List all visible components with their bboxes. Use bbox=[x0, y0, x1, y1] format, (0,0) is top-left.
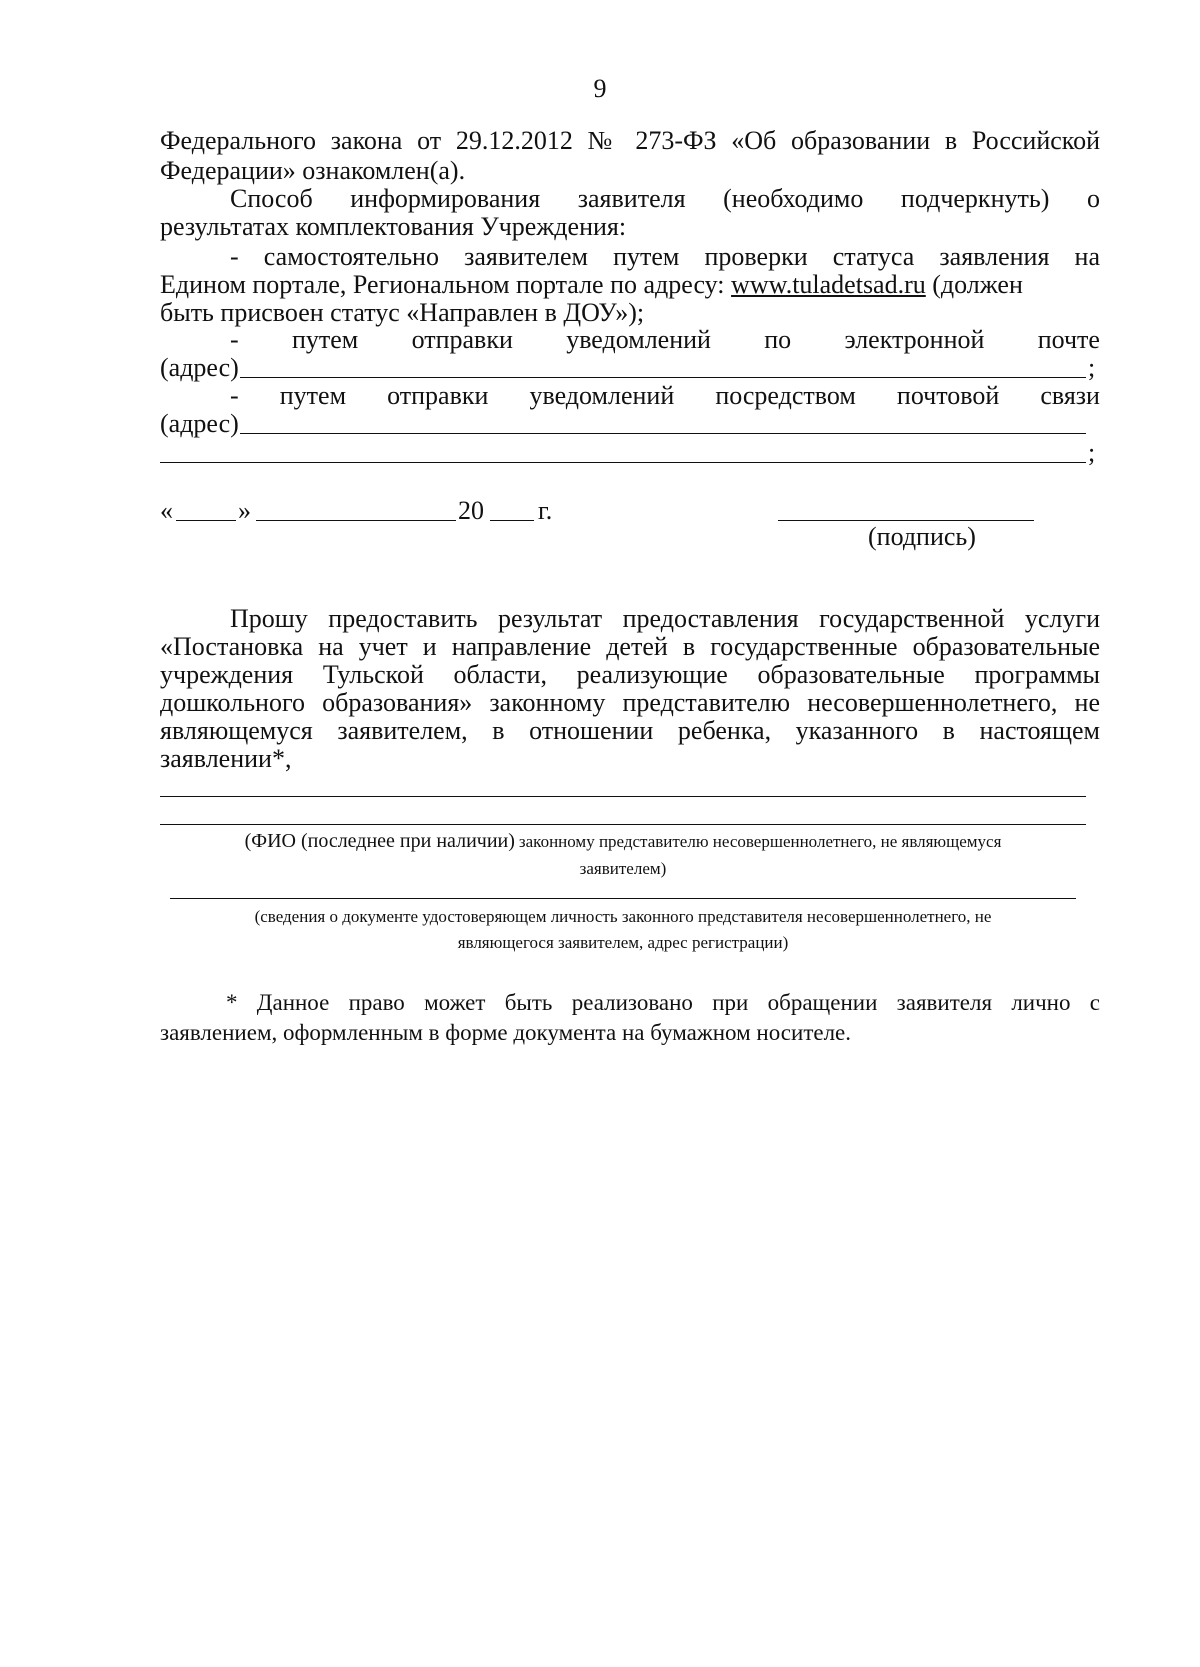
heading-word: информирования bbox=[350, 184, 541, 213]
heading-word: (необходимо bbox=[723, 184, 864, 213]
option-portal-prefix: Едином портале, Региональном портале по адресу: bbox=[160, 270, 725, 299]
fio-field-line-1[interactable] bbox=[160, 796, 1086, 797]
post-address-field-line-2[interactable] bbox=[160, 462, 1086, 463]
date-close-quote: » bbox=[238, 496, 251, 525]
option-word: путем bbox=[291, 325, 359, 354]
post-address-end: ; bbox=[1088, 438, 1096, 467]
option-word: почтовой bbox=[896, 381, 1000, 410]
option-word: отправки bbox=[387, 381, 489, 410]
footnote-line-2: заявлением, оформленным в форме документа на бумажном носителе. bbox=[160, 1020, 852, 1045]
footnote-line-1: * Данное право может быть реализовано при обращении заявителя лично с bbox=[226, 990, 1100, 1015]
fio-field-line-2[interactable] bbox=[160, 824, 1086, 825]
option-word: - bbox=[230, 381, 239, 410]
post-address-label: (адрес) bbox=[160, 409, 239, 438]
option-word: отправки bbox=[411, 325, 513, 354]
date-day-field[interactable] bbox=[176, 520, 236, 521]
portal-link[interactable]: www.tuladetsad.ru bbox=[731, 270, 926, 299]
option-word: почте bbox=[1037, 325, 1100, 354]
heading-word: Способ bbox=[230, 184, 313, 213]
request-line: «Постановка на учет и направление детей в государственные образовательные bbox=[160, 632, 1100, 661]
signature-field[interactable] bbox=[778, 520, 1034, 521]
fio-caption-small: законному представителю несовершеннолетнего, не являющемуся bbox=[518, 832, 1002, 851]
request-line: учреждения Тульской области, реализующие образовательные программы bbox=[160, 660, 1100, 689]
notification-heading bbox=[230, 184, 1100, 214]
option-word: связи bbox=[1040, 381, 1100, 410]
option-portal-line-2 bbox=[160, 270, 1023, 300]
notification-heading-line-2: результатах комплектования Учреждения: bbox=[160, 212, 627, 241]
request-line: заявлении*, bbox=[160, 744, 292, 773]
option-portal-line-3: быть присвоен статус «Направлен в ДОУ»); bbox=[160, 298, 645, 327]
date-open-quote: « bbox=[160, 496, 173, 525]
option-portal-line-1: - самостоятельно заявителем путем проверки статуса заявления на bbox=[230, 242, 1100, 271]
document-caption-line-2: являющегося заявителем, адрес регистрации) bbox=[457, 933, 789, 952]
intro-line-2: Федерации» ознакомлен(а). bbox=[160, 156, 466, 185]
option-word: уведомлений bbox=[566, 325, 711, 354]
date-year-field[interactable] bbox=[490, 520, 534, 521]
page-number: 9 bbox=[593, 74, 607, 103]
heading-word: заявителя bbox=[577, 184, 686, 213]
document-info-field[interactable] bbox=[170, 898, 1076, 899]
date-year-prefix: 20 bbox=[458, 496, 484, 525]
signature-label: (подпись) bbox=[868, 522, 976, 551]
option-word: по bbox=[764, 325, 792, 354]
date-month-field[interactable] bbox=[256, 520, 456, 521]
date-year-suffix: г. bbox=[538, 496, 553, 525]
option-email-line bbox=[230, 325, 1100, 355]
request-line: дошкольного образования» законному представителю несовершеннолетнего, не bbox=[160, 688, 1100, 717]
heading-word: о bbox=[1086, 184, 1100, 213]
post-address-field[interactable] bbox=[240, 433, 1086, 434]
option-word: посредством bbox=[715, 381, 856, 410]
option-word: уведомлений bbox=[529, 381, 675, 410]
intro-line-1: Федерального закона от 29.12.2012 № 273-ФЗ «Об образовании в Российской bbox=[160, 126, 1100, 155]
fio-caption-line-2: заявителем) bbox=[579, 859, 667, 878]
document-caption-line-1: (сведения о документе удостоверяющем личность законного представителя несовершеннолетнего, не bbox=[254, 907, 992, 926]
request-line: являющемуся заявителем, в отношении ребенка, указанного в настоящем bbox=[160, 716, 1100, 745]
option-word: путем bbox=[279, 381, 347, 410]
option-post-line bbox=[230, 381, 1100, 411]
fio-caption bbox=[160, 830, 1086, 853]
request-line: Прошу предоставить результат предоставления государственной услуги bbox=[230, 604, 1100, 633]
heading-word: подчеркнуть) bbox=[900, 184, 1050, 213]
option-portal-suffix: (должен bbox=[932, 270, 1023, 299]
fio-caption-large: (ФИО (последнее при наличии) bbox=[244, 830, 515, 852]
option-word: электронной bbox=[844, 325, 985, 354]
email-address-label: (адрес) bbox=[160, 353, 239, 382]
email-address-field[interactable] bbox=[240, 377, 1086, 378]
option-word: - bbox=[230, 325, 239, 354]
email-address-end: ; bbox=[1088, 353, 1096, 382]
